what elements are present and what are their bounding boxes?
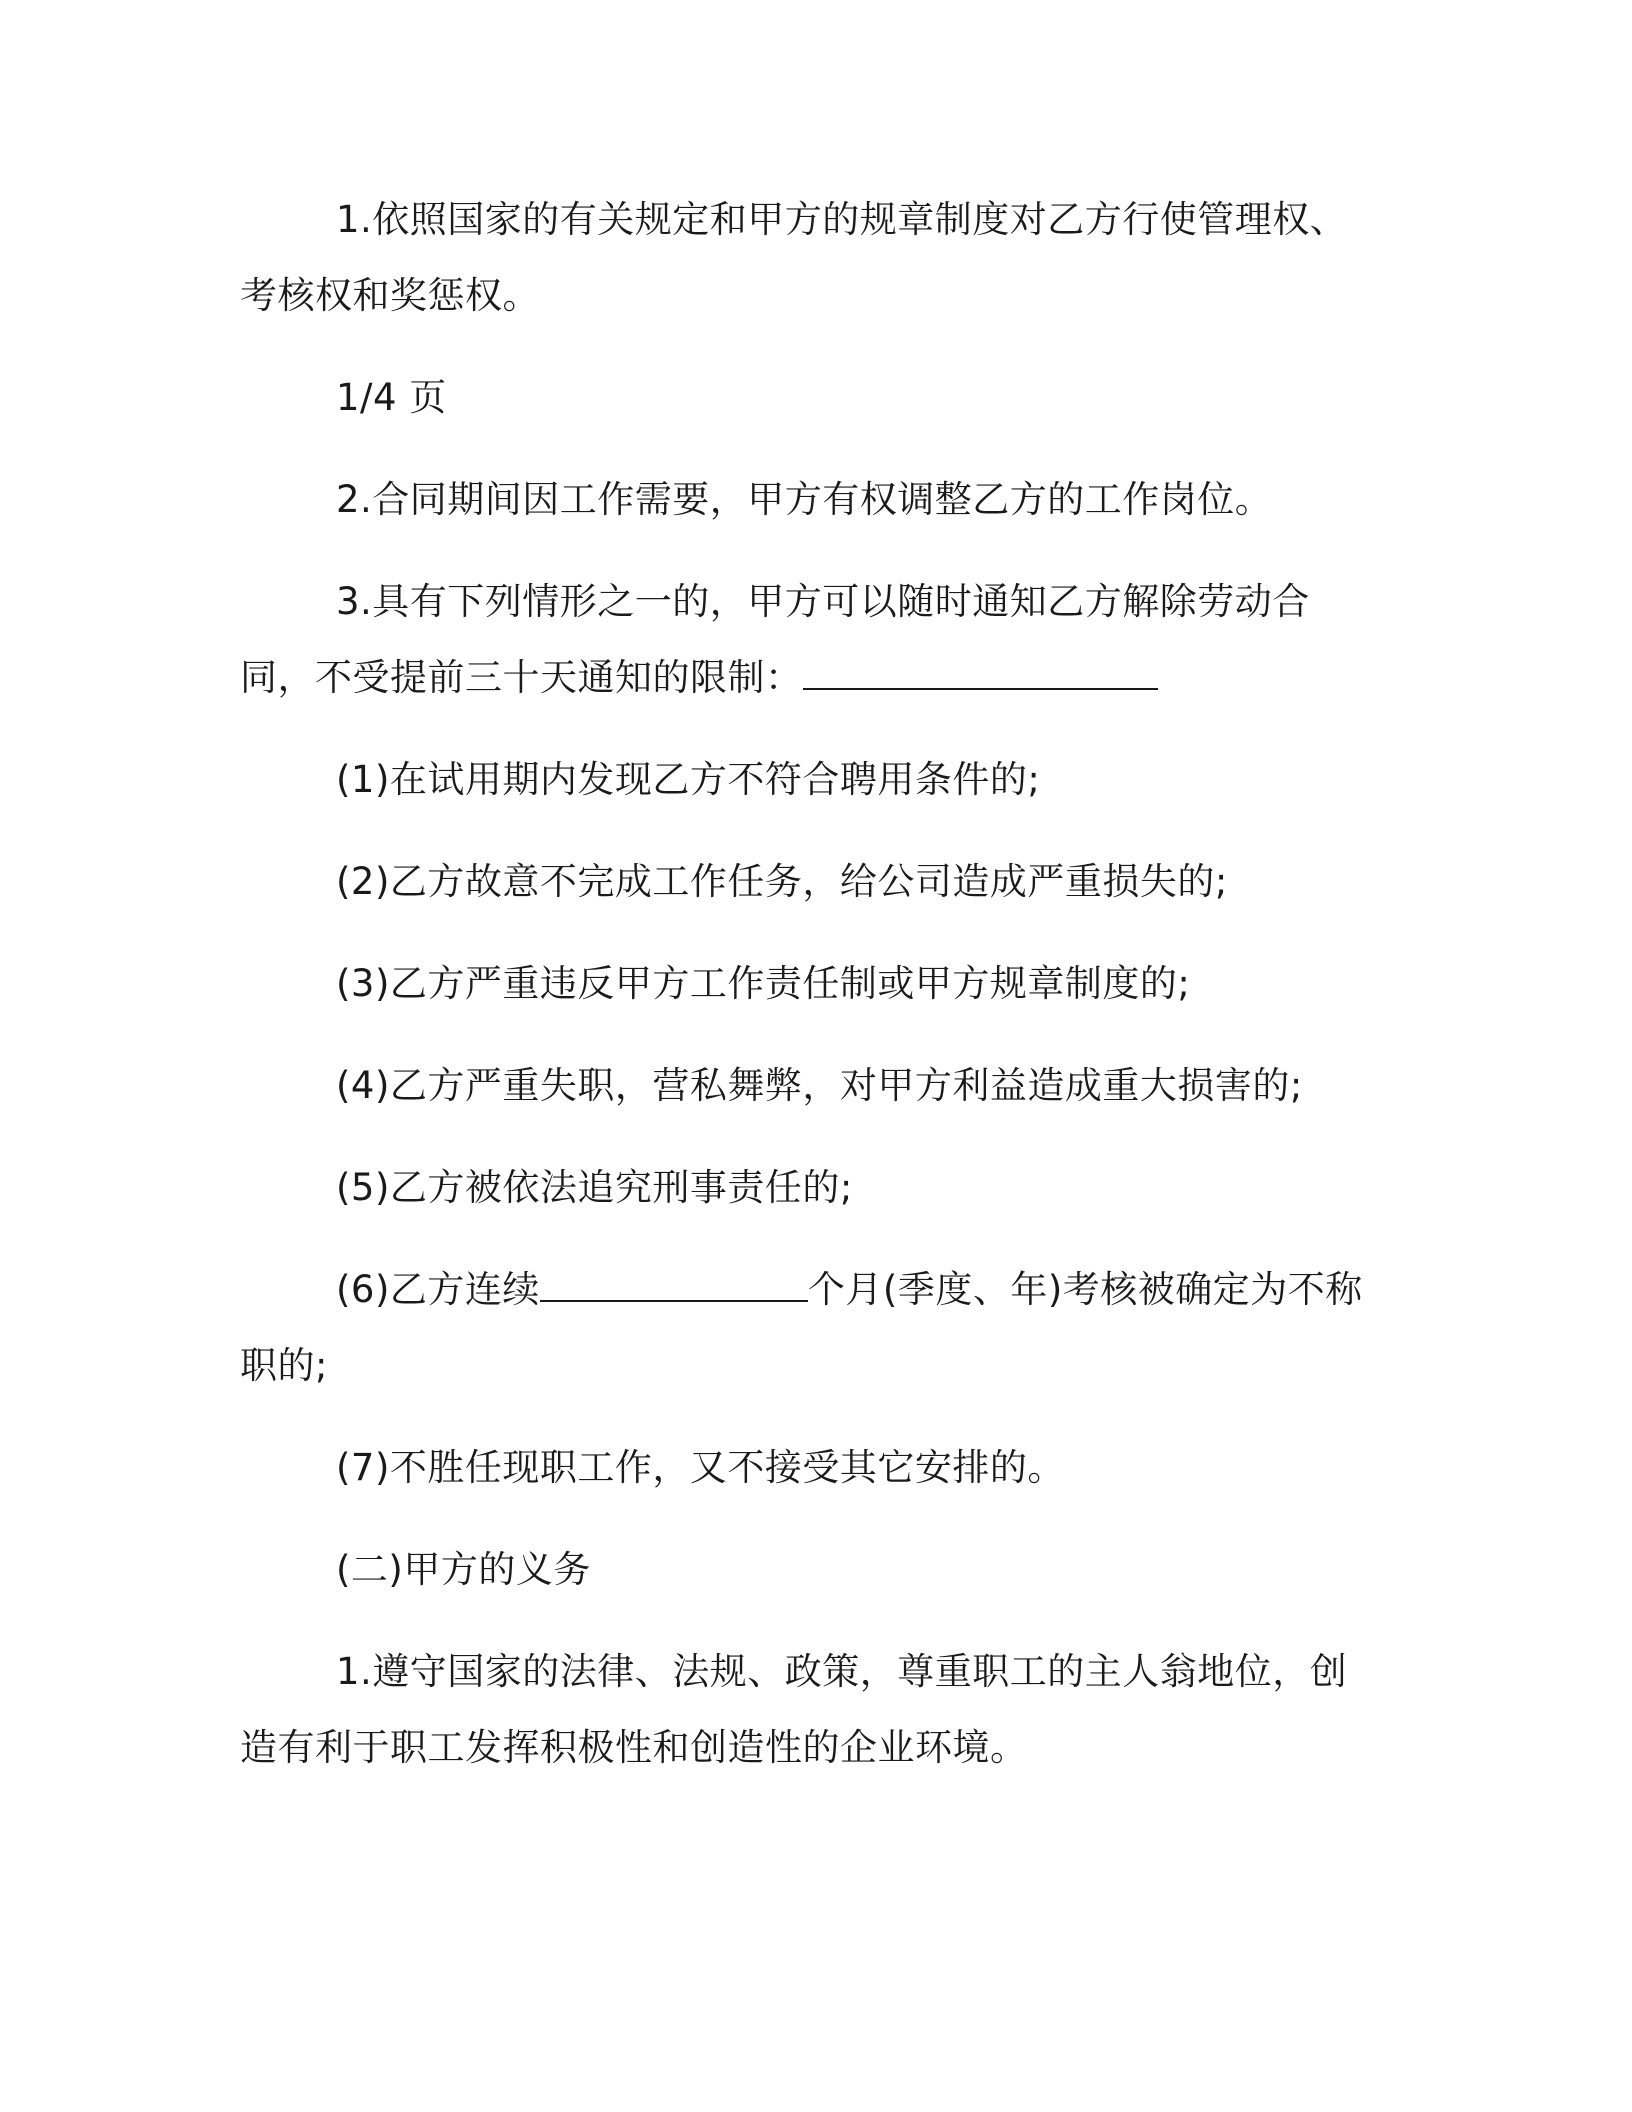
evaluation-text-after: 个月(季度、年)考核被确定为不称职的; (240, 1268, 1363, 1387)
termination-conditions-text: 3.具有下列情形之一的，甲方可以随时通知乙方解除劳动合同，不受提前三十天通知的限制： (240, 580, 1310, 699)
fill-in-blank-conditions (803, 658, 1158, 690)
list-item-dereliction: (4)乙方严重失职，营私舞弊，对甲方利益造成重大损害的; (336, 1064, 1303, 1107)
paragraph-termination-conditions (240, 564, 1380, 716)
list-item-criminal-liability: (5)乙方被依法追究刑事责任的; (336, 1166, 853, 1209)
paragraph-adjust-position: 2.合同期间因工作需要，甲方有权调整乙方的工作岗位。 (336, 478, 1273, 521)
paragraph-obligation-1: 1.遵守国家的法律、法规、政策，尊重职工的主人翁地位，创造有利于职工发挥积极性和创造性的企业环境。 (240, 1650, 1348, 1769)
list-item-evaluation (240, 1252, 1380, 1404)
page-number: 1/4 页 (336, 376, 447, 419)
section-heading-party-a-obligations: (二)甲方的义务 (336, 1548, 591, 1591)
list-item-incompetence: (7)不胜任现职工作，又不接受其它安排的。 (336, 1446, 1065, 1489)
list-item-probation: (1)在试用期内发现乙方不符合聘用条件的; (336, 758, 1041, 801)
list-item-task-failure: (2)乙方故意不完成工作任务，给公司造成严重损失的; (336, 860, 1228, 903)
evaluation-text-before: (6)乙方连续 (336, 1268, 540, 1311)
fill-in-blank-months (540, 1270, 808, 1302)
paragraph-management-rights: 1.依照国家的有关规定和甲方的规章制度对乙方行使管理权、考核权和奖惩权。 (240, 198, 1348, 317)
list-item-rule-violation: (3)乙方严重违反甲方工作责任制或甲方规章制度的; (336, 962, 1191, 1005)
